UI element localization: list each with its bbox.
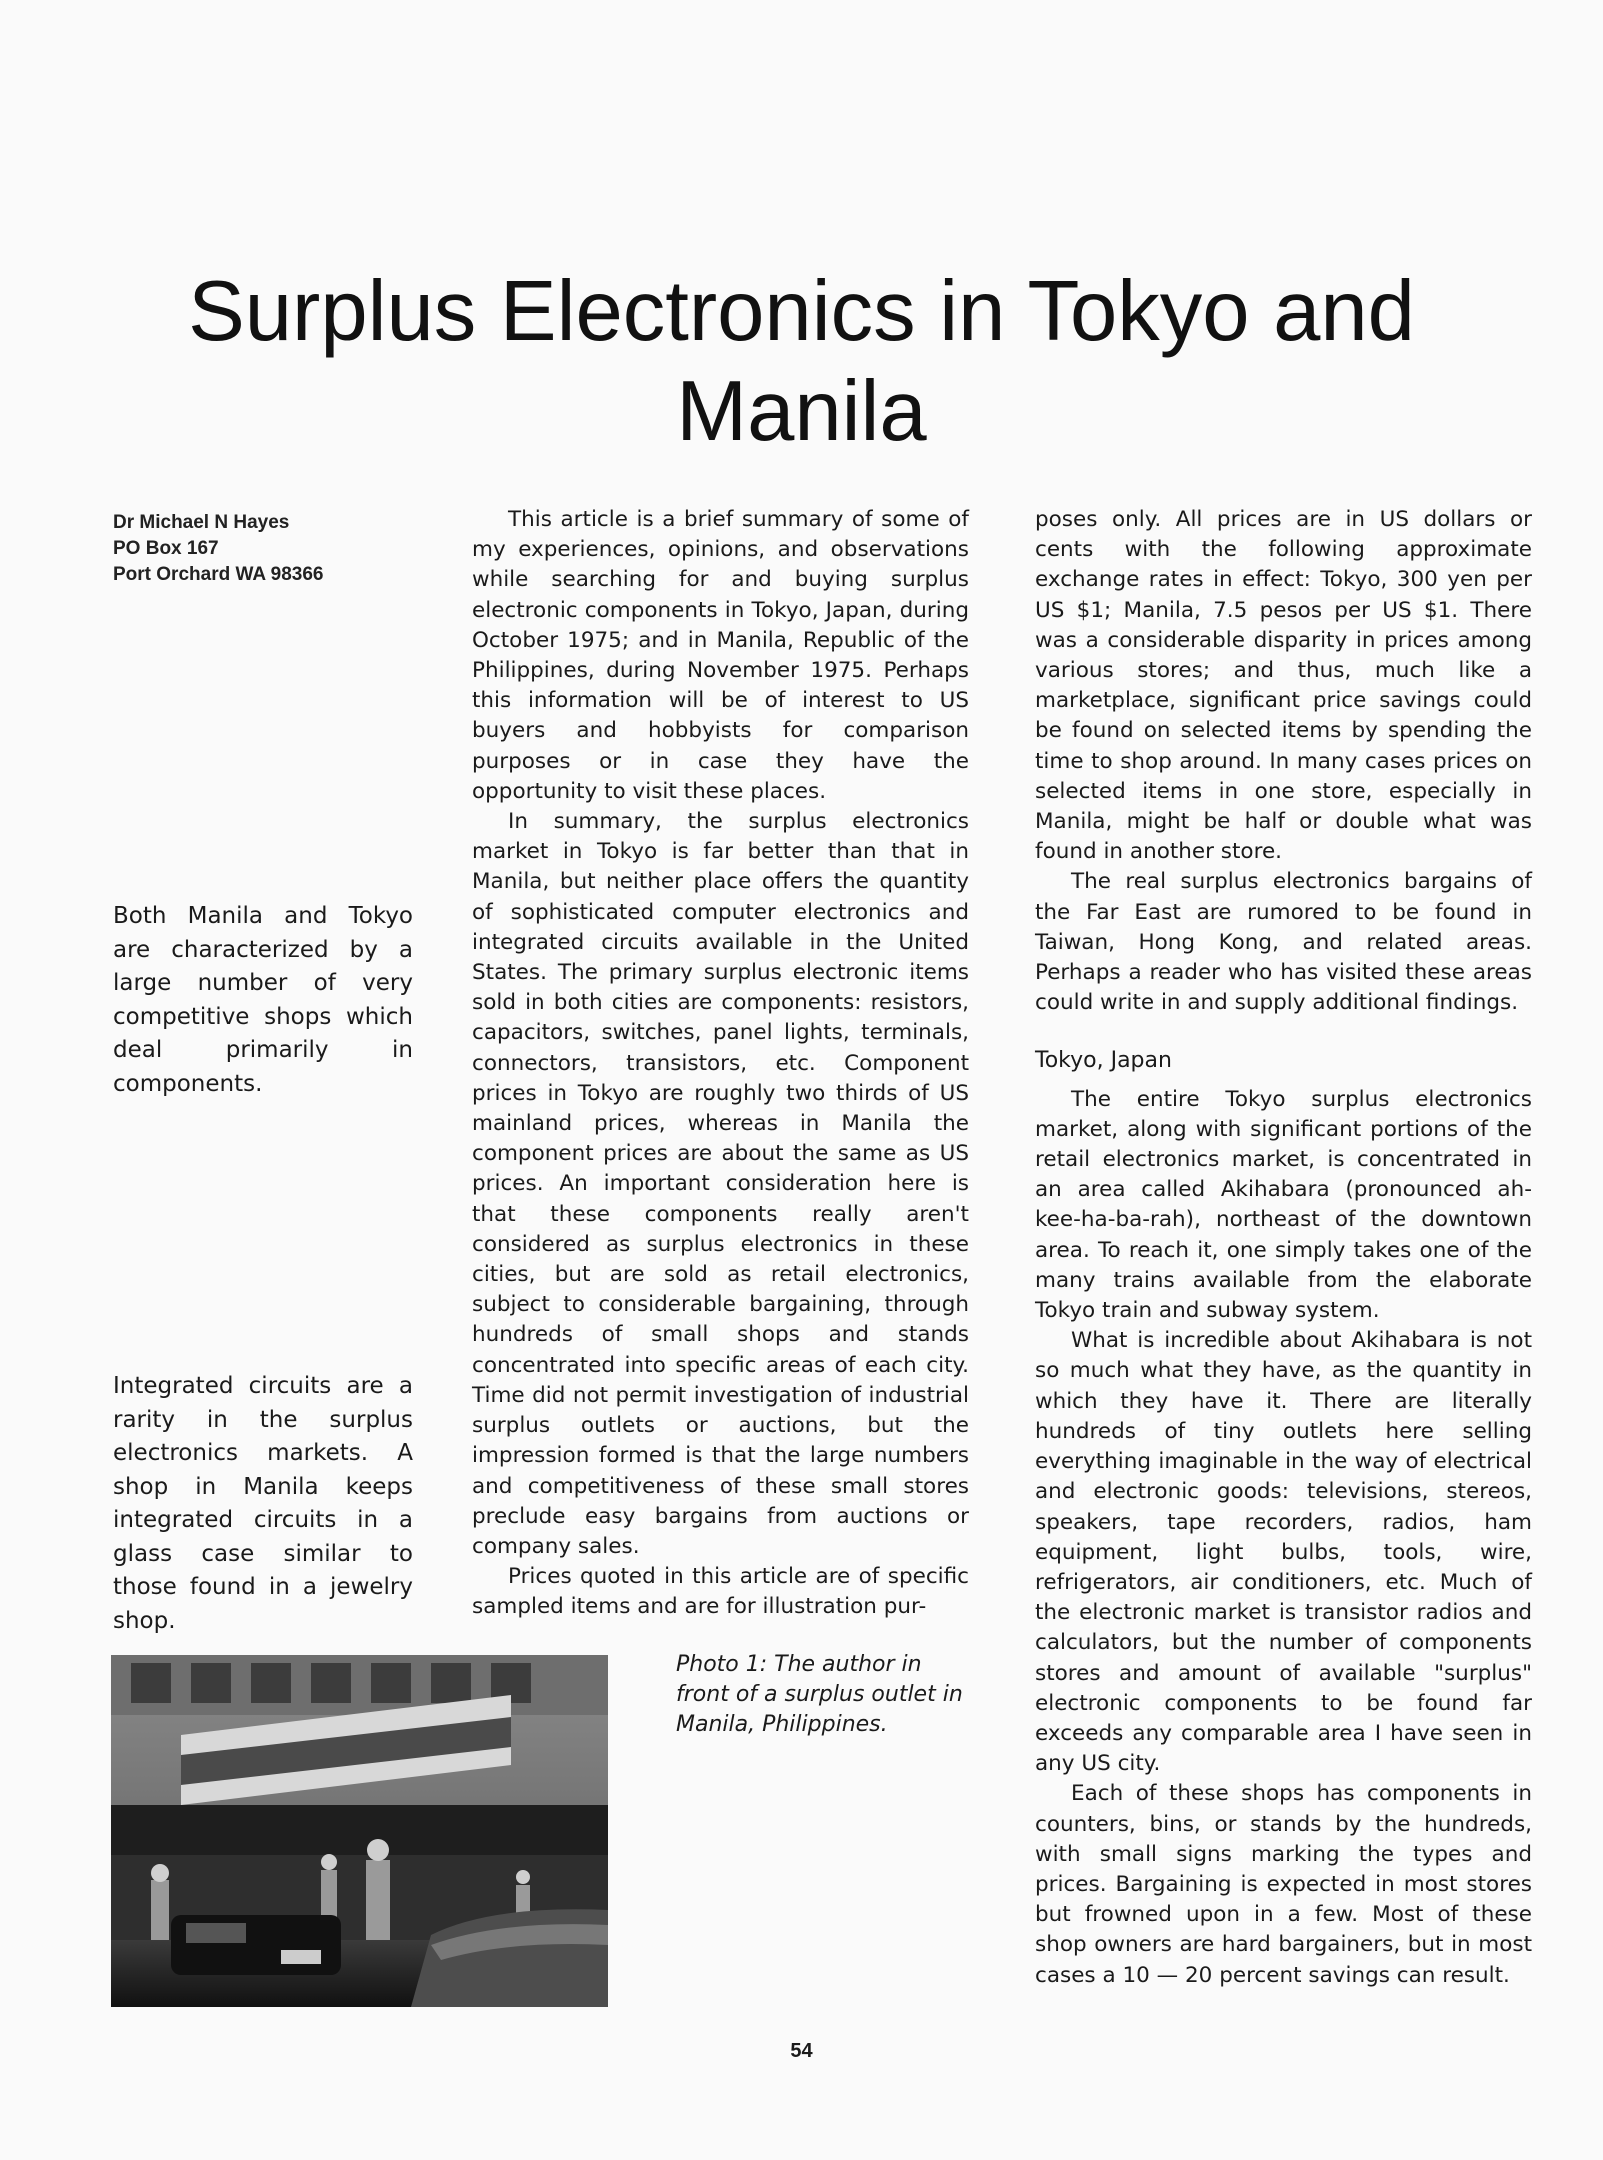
pull-quote-1: Both Manila and Tokyo are characterized by a large number of very competitive shops which deal primarily in components. [113,903,413,1097]
paragraph: Prices quoted in this article are of specific sampled items and are for illustration pur- [472,1564,969,1620]
article-title: Surplus Electronics in Tokyo and Manila [188,264,1415,459]
paragraph: poses only. All prices are in US dollars or cents with the following approximate exchange rates in effect: Tokyo, 300 yen per US $1; Manila, 7.5 pesos per US $1. There was a considerable disparity in prices among various stores; and thus, much like a marketplace, significant price savings could be found on selected items by spending the time to shop around. In many cases prices on selected items in one store, especially in Manila, might be half or double what was found in another store. [1035,507,1532,865]
paragraph: In summary, the surplus electronics market in Tokyo is far better than that in Manila, but neither place offers the quantity of sophisticated computer electronics and integrated circuits available in the United States. The primary surplus electronic items sold in both cities are components: resistors, capacitors, switches, panel lights, terminals, connectors, transistors, etc. Component prices in Tokyo are roughly two thirds of US mainland prices, whereas in Manila the component prices are about the same as US prices. An important consideration here is that these components really aren't considered as surplus electronics in these cities, but are sold as retail electronics, subject to considerable bargaining, through hundreds of small shops and stands concentrated into specific areas of each city. Time did not permit investigation of industrial surplus outlets or auctions, but the impression formed is that the large numbers and competitiveness of these small stores preclude easy bargains from auctions or company sales. [472,809,969,1559]
paragraph: What is incredible about Akihabara is not so much what they have, as the quantity in which they have it. There are literally hundreds of tiny outlets here selling everything imaginable in the way of electrical and electronic goods: televisions, stereos, speakers, tape recorders, radios, ham equipment, light bulbs, tools, wire, refrigerators, air conditioners, etc. Much of the electronic market is transistor radios and calculators, but the number of components stores and amount of available "surplus" electronic components to be found far exceeds any comparable area I have seen in any US city. [1035,1328,1532,1777]
author-name: Dr Michael N Hayes [113,512,290,533]
paragraph: The real surplus electronics bargains of the Far East are rumored to be found in Taiwan, Hong Kong, and related areas. Perhaps a reader who has visited these areas could write in and supply additional findings. [1035,869,1532,1016]
page-number: 54 [790,2040,813,2062]
article-column-2 [472,505,969,1623]
paragraph: The entire Tokyo surplus electronics market, along with significant portions of the retail electronics market, is concentrated in an area called Akihabara (pronounced ah-kee-ha-ba-rah), northeast of the downtown area. To reach it, one simply takes one of the many trains available from the elaborate Tokyo train and subway system. [1035,1086,1532,1324]
storefront-photo-illustration [111,1655,608,2007]
paragraph: This article is a brief summary of some of my experiences, opinions, and observations while searching for and buying surplus electronic components in Tokyo, Japan, during October 1975; and in Manila, Republic of the Philippines, during November 1975. Perhaps this information will be of interest to US buyers and hobbyists for comparison purposes or in case they have the opportunity to visit these places. [472,507,969,804]
author-city: Port Orchard WA 98366 [113,564,324,585]
photo-storefront [111,1655,608,2007]
photo-caption: Photo 1: The author in front of a surplus outlet in Manila, Philippines. [676,1652,963,1737]
author-block [113,510,413,588]
article-column-3 [1035,505,1532,1991]
author-box: PO Box 167 [113,538,219,559]
paragraph: Each of these shops has components in counters, bins, or stands by the hundreds, with small signs marking the types and prices. Bargaining is expected in most stores but frowned upon in a few. Most of these shop owners are hard bargainers, but in most cases a 10 — 20 percent savings can result. [1035,1781,1532,1988]
pull-quote-2: Integrated circuits are a rarity in the surplus electronics markets. A shop in Manila keeps integrated circuits in a glass case similar to those found in a jewelry shop. [113,1373,413,1634]
section-heading: Tokyo, Japan [1035,1048,1172,1074]
